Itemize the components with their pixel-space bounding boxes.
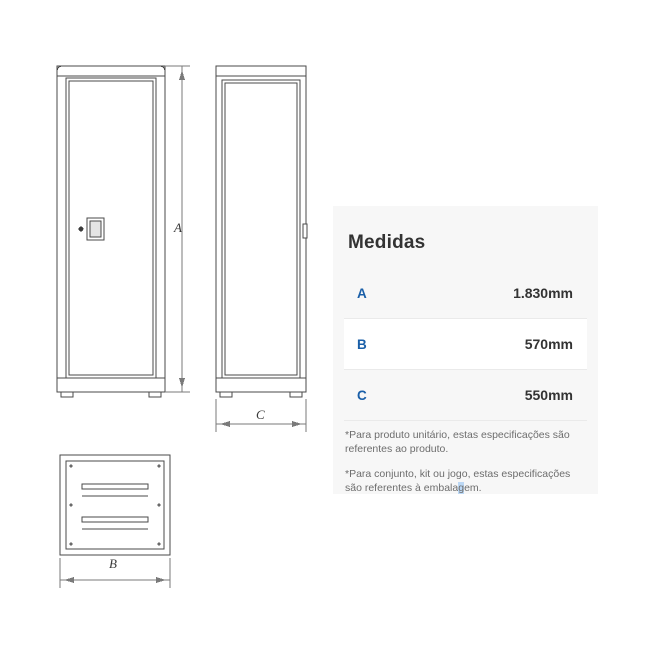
- dimension-label-height: A: [174, 220, 182, 235]
- table-row: [344, 319, 587, 370]
- measures-panel: [333, 206, 598, 494]
- front-view: [57, 66, 165, 397]
- measure-value: 550mm: [524, 387, 573, 403]
- measures-table: [344, 268, 587, 421]
- door-handle: [79, 218, 104, 240]
- panel-title: Medidas: [348, 232, 426, 253]
- measure-key: A: [357, 285, 367, 301]
- note-kit-package: [345, 467, 587, 495]
- measure-value: 1.830mm: [513, 285, 573, 301]
- measure-value: 570mm: [524, 336, 573, 352]
- note-unit-product: *Para produto unitário, estas especificações são referentes ao produto.: [345, 429, 570, 455]
- measure-key: C: [357, 387, 367, 403]
- dimension-label-depth: C: [256, 407, 265, 422]
- note-kit-highlight: g: [458, 482, 465, 494]
- note-kit-text: *Para conjunto, kit ou jogo, estas especificações são referentes à embala: [345, 468, 571, 494]
- dimension-label-width: B: [109, 556, 117, 571]
- panel-notes: [345, 428, 587, 506]
- side-view: [216, 66, 307, 397]
- measure-key: B: [357, 336, 367, 352]
- note-kit-text-end: em.: [464, 482, 482, 494]
- table-row: [344, 370, 587, 421]
- top-view: [60, 455, 170, 555]
- table-row: [344, 268, 587, 319]
